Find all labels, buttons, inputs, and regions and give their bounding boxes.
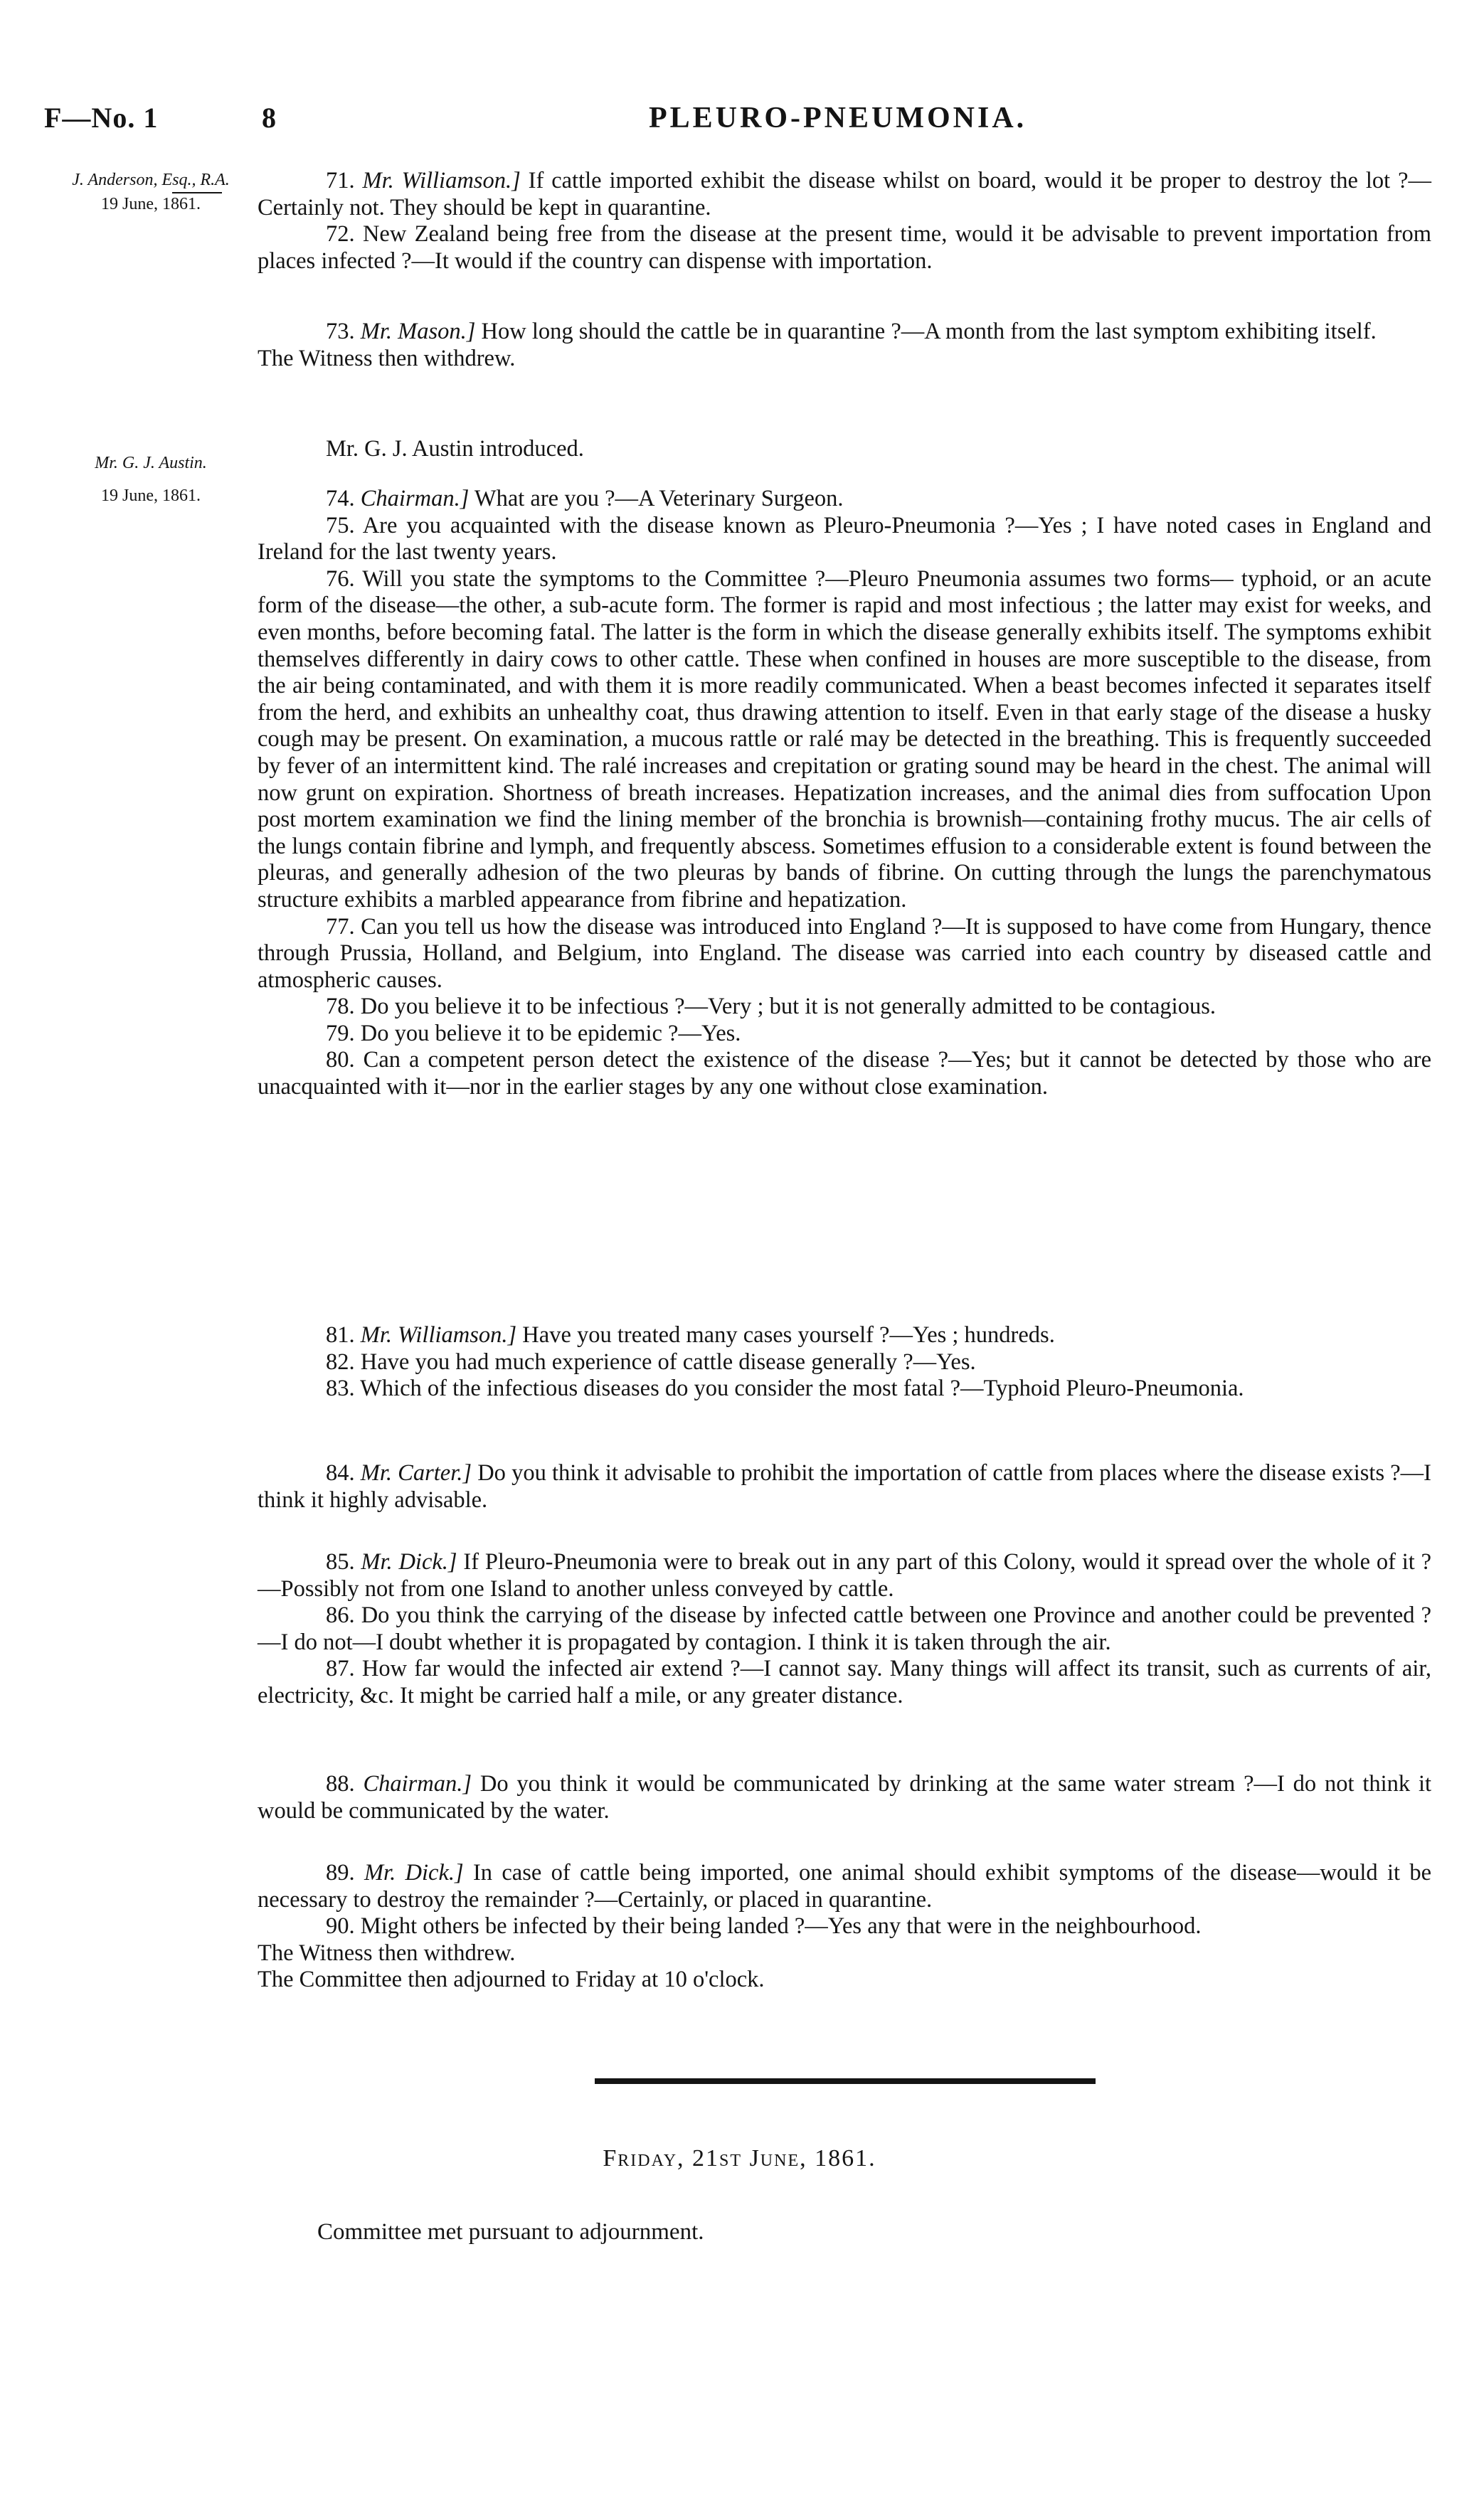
question-83: 83. Which of the infectious diseases do you consider the most fatal ?—Typhoid Pleuro-Pneumonia. xyxy=(326,1376,1244,1402)
evidence-block-8 xyxy=(258,1860,1431,1994)
question-85: 85. Mr. Dick.] If Pleuro-Pneumonia were to break out in any part of this Colony, would it spread over the whole of it ?—Possibly not from one Island to another unless conveyed by cattle. xyxy=(258,1549,1432,1602)
witness-introduced: Mr. G. J. Austin introduced. xyxy=(326,436,584,462)
evidence-block-7 xyxy=(258,1771,1431,1824)
page-number: 8 xyxy=(262,102,276,134)
evidence-block-3 xyxy=(258,486,1431,1101)
evidence-block-5 xyxy=(258,1460,1431,1514)
section-divider xyxy=(595,2078,1096,2084)
question-73: 73. Mr. Mason.] How long should the cattle be in quarantine ?—A month from the last symptom exhibiting itself. xyxy=(326,319,1377,344)
question-84: 84. Mr. Carter.] Do you think it advisable to prohibit the importation of cattle from places where the disease exists ?—I think it highly advisable. xyxy=(258,1460,1431,1513)
question-76: 76. Will you state the symptoms to the Committee ?—Pleuro Pneumonia assumes two forms— typhoid, or an acute form of the disease—the other, a sub-acute form. The former is rapid and most infectious ; the latter may exist for weeks, and even months, before becoming fatal. The latter is the form in which the disease generally exhibits itself. The symptoms exhibit themselves differently in dairy cows to other cattle. These when confined in houses are more susceptible to the disease, from the air being contaminated, and with them it is more readily communicated. When a beast becomes infected it separates itself from the herd, and exhibits an unhealthy coat, thus drawing attention to itself. Even in that early stage of the disease a husky cough may be present. On examination, a mucous rattle or ralé may be detected in the breathing. This is frequently succeeded by fever of an intermittent kind. The ralé increases and crepitation or grating sound may be heard in the chest. The animal will now grunt on expiration. Shortness of breath increases. Hepatization increases, and the animal dies from suffocation Upon post mortem examination we find the lining member of the bronchia is brownish—containing frothy mucus. The air cells of the lungs contain fibrine and lymph, and frequently abscess. Sometimes effusion to a considerable extent is found between the pleuras, and generally adhesion of the two pleuras by bands of fibrine. On cutting through the lungs the parenchymatous structure exhibits a marbled appearance from fibrine and hepatization. xyxy=(258,565,1431,913)
committee-adjourned: The Committee then adjourned to Friday at 10 o'clock. xyxy=(258,1967,765,1993)
evidence-block-6 xyxy=(258,1549,1431,1710)
margin-note-austin-date xyxy=(44,485,258,506)
question-90: 90. Might others be infected by their being landed ?—Yes any that were in the neighbourhood. xyxy=(326,1913,1202,1940)
margin-witness-name: J. Anderson, Esq., R.A. xyxy=(72,171,230,189)
question-86: 86. Do you think the carrying of the disease by infected cattle between one Province and another could be prevented ?—I do not—I doubt whether it is propagated by contagion. I think it is taken through the air. xyxy=(258,1602,1431,1655)
margin-date: 19 June, 1861. xyxy=(101,195,201,213)
question-79: 79. Do you believe it to be epidemic ?—Yes. xyxy=(326,1020,741,1046)
evidence-block-1 xyxy=(258,168,1431,275)
question-71: 71. Mr. Williamson.] If cattle imported exhibit the disease whilst on board, would it be proper to destroy the lot ?—Certainly not. They should be kept in quarantine. xyxy=(258,168,1431,220)
question-80: 80. Can a competent person detect the existence of the disease ?—Yes; but it cannot be detected by those who are unacquainted with it—nor in the earlier stages by any one without close examination. xyxy=(258,1047,1431,1100)
page-title: PLEURO-PNEUMONIA. xyxy=(649,102,1027,134)
question-78: 78. Do you believe it to be infectious ?—Very ; but it is not generally admitted to be contagious. xyxy=(326,994,1216,1020)
meeting-date-heading: Friday, 21st June, 1861. xyxy=(603,2145,876,2171)
question-74: 74. Chairman.] What are you ?—A Veterinary Surgeon. xyxy=(326,486,844,511)
question-82: 82. Have you had much experience of cattle disease generally ?—Yes. xyxy=(326,1349,976,1375)
question-72: 72. New Zealand being free from the disease at the present time, would it be advisable to prevent importation from places infected ?—It would if the country can dispense with importation. xyxy=(258,221,1432,274)
evidence-block-2 xyxy=(258,319,1431,372)
document-reference: F—No. 1 xyxy=(44,102,159,134)
margin-witness-name: Mr. G. J. Austin. xyxy=(95,454,207,472)
question-81: 81. Mr. Williamson.] Have you treated many cases yourself ?—Yes ; hundreds. xyxy=(326,1322,1055,1348)
question-87: 87. How far would the infected air extend ?—I cannot say. Many things will affect its transit, such as currents of air, electricity, &c. It might be carried half a mile, or any greater distance. xyxy=(258,1656,1431,1708)
witness-withdrew: The Witness then withdrew. xyxy=(258,345,516,371)
witness-withdrew: The Witness then withdrew. xyxy=(258,1940,516,1966)
evidence-block-4 xyxy=(258,1322,1431,1403)
margin-note-anderson xyxy=(44,169,258,215)
question-75: 75. Are you acquainted with the disease known as Pleuro-Pneumonia ?—Yes ; I have noted cases in England and Ireland for the last twenty years. xyxy=(258,512,1432,565)
witness-introduced-block xyxy=(258,436,1431,463)
margin-date: 19 June, 1861. xyxy=(101,487,201,505)
question-89: 89. Mr. Dick.] In case of cattle being imported, one animal should exhibit symptoms of the disease—would it be necessary to destroy the remainder ?—Certainly, or placed in quarantine. xyxy=(258,1860,1432,1913)
question-88: 88. Chairman.] Do you think it would be communicated by drinking at the same water stream ?—I do not think it would be communicated by the water. xyxy=(258,1771,1431,1824)
meeting-note: Committee met pursuant to adjournment. xyxy=(317,2219,704,2245)
question-77: 77. Can you tell us how the disease was introduced into England ?—It is supposed to have come from Hungary, thence through Prussia, Holland, and Belgium, into England. The disease was carried into each country by diseased cattle and atmospheric causes. xyxy=(258,913,1432,993)
margin-note-austin xyxy=(44,452,258,474)
